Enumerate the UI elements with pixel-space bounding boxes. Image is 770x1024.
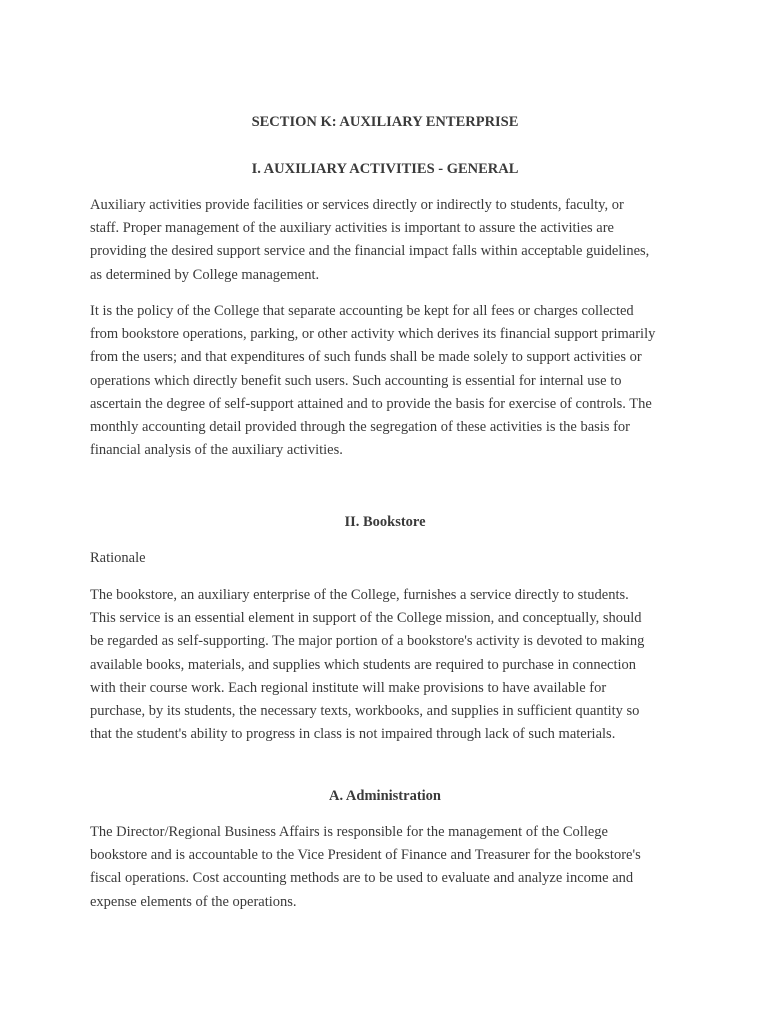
- text-line: staff. Proper management of the auxiliary activities is important to assure the activities are: [90, 220, 614, 237]
- text-line: This service is an essential element in support of the College mission, and conceptually, should: [90, 610, 642, 627]
- text-line: that the student's ability to progress in class is not impaired through lack of such materials.: [90, 726, 616, 743]
- text-line: expense elements of the operations.: [90, 893, 297, 910]
- text-line: monthly accounting detail provided through the segregation of these activities is the basis for: [90, 419, 630, 436]
- text-line: The bookstore, an auxiliary enterprise of the College, furnishes a service directly to students.: [90, 587, 629, 603]
- paragraph-bookstore-rationale: [90, 584, 690, 746]
- text-line: Rationale: [90, 550, 146, 566]
- text-line: financial analysis of the auxiliary activities.: [90, 442, 343, 459]
- text-line: providing the desired support service and the financial impact falls within acceptable guidelines,: [90, 243, 650, 260]
- text-line: The Director/Regional Business Affairs is responsible for the management of the College: [90, 824, 608, 840]
- paragraph-auxiliary-intro: [90, 194, 690, 287]
- text-line: from the users; and that expenditures of such funds shall be made solely to support activities or: [90, 349, 642, 366]
- rationale-label: [90, 547, 690, 570]
- text-line: Auxiliary activities provide facilities or services directly or indirectly to students, faculty, or: [90, 197, 624, 213]
- heading-bookstore: II. Bookstore: [344, 514, 426, 530]
- text-line: purchase, by its students, the necessary texts, workbooks, and supplies in sufficient quantity so: [90, 703, 640, 720]
- paragraph-accounting-policy: [90, 300, 690, 462]
- section-title: SECTION K: AUXILIARY ENTERPRISE: [251, 114, 519, 130]
- text-line: with their course work. Each regional institute will make provisions to have available for: [90, 679, 607, 696]
- heading-auxiliary-activities-general: I. AUXILIARY ACTIVITIES - GENERAL: [251, 161, 519, 177]
- text-line: operations which directly benefit such users. Such accounting is essential for internal use to: [90, 372, 622, 389]
- paragraph-administration: [90, 821, 690, 914]
- text-line: be regarded as self-supporting. The major portion of a bookstore's activity is devoted to making: [90, 633, 645, 650]
- text-line: fiscal operations. Cost accounting methods are to be used to evaluate and analyze income and: [90, 870, 634, 887]
- text-line: available books, materials, and supplies which students are required to purchase in connection: [90, 656, 637, 673]
- text-line: ascertain the degree of self-support attained and to provide the basis for exercise of controls. The: [90, 395, 652, 412]
- text-line: bookstore and is accountable to the Vice President of Finance and Treasurer for the bookstore's: [90, 847, 641, 864]
- heading-administration: A. Administration: [329, 788, 441, 804]
- text-line: as determined by College management.: [90, 266, 320, 283]
- text-line: It is the policy of the College that separate accounting be kept for all fees or charges collected: [90, 303, 634, 319]
- text-line: from bookstore operations, parking, or other activity which derives its financial support primarily: [90, 326, 656, 343]
